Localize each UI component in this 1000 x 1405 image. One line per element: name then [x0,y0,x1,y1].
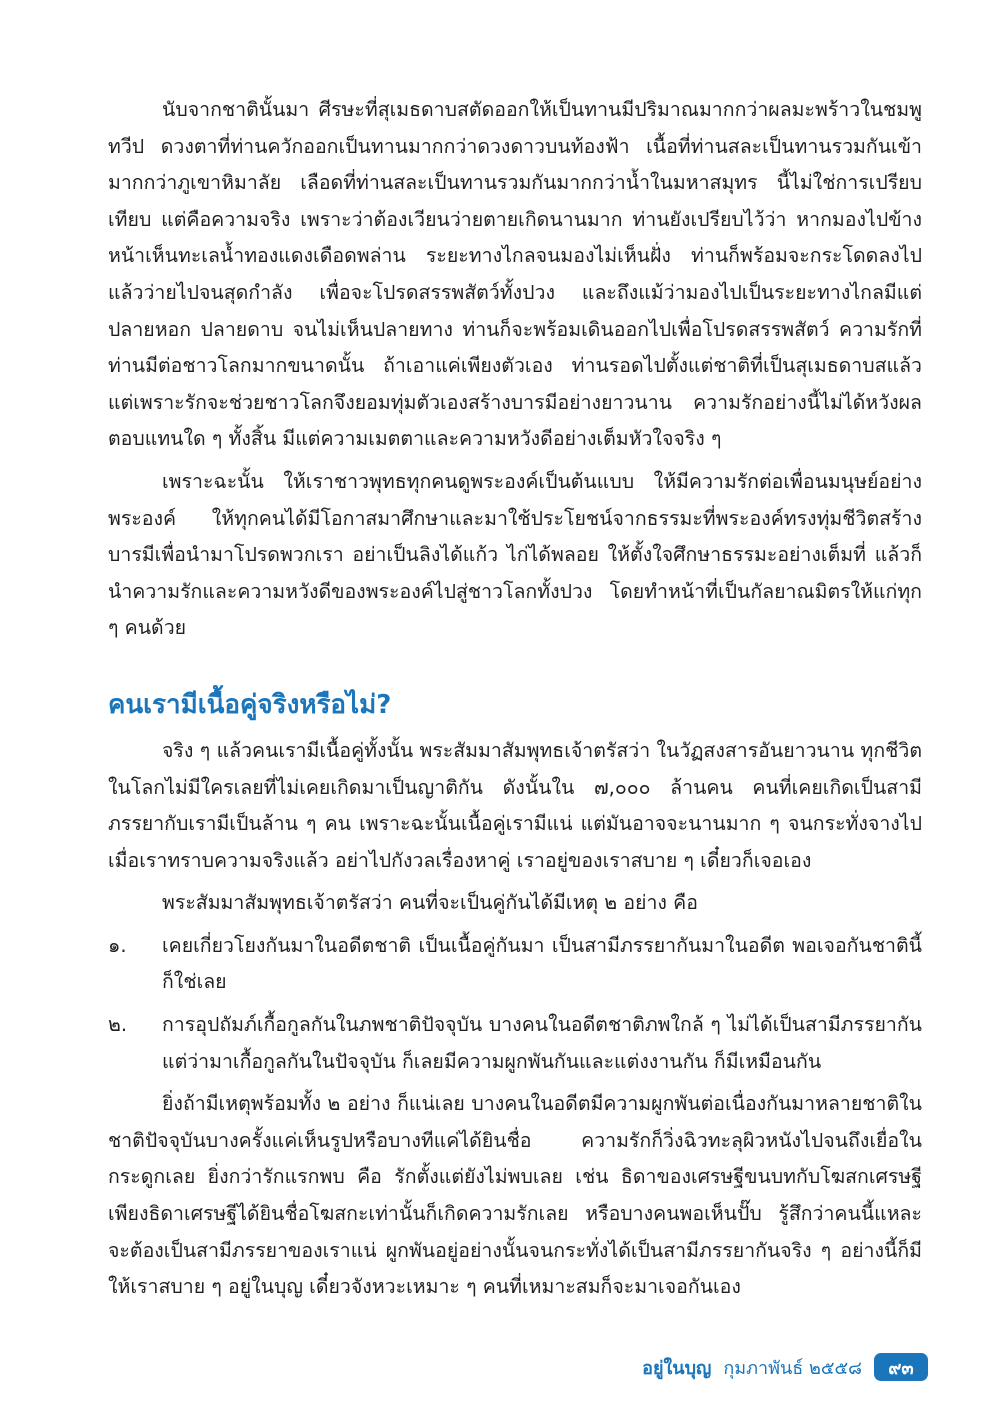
body-paragraph: นับจากชาตินั้นมา ศีรษะที่สุเมธดาบสตัดออกให้เป็นทานมีปริมาณมากกว่าผลมะพร้าวในชมพูทวีป ดวงตาที่ท่านควักออกเป็นทานมากกว่าดวงดาวบนท้องฟ้า เนื้อที่ท่านสละเป็นทานรวมกันเข้ามากกว่าภูเขาหิมาลัย เลือดที่ท่านสละเป็นทานรวมกันมากกว่าน้ำในมหาสมุทร นี้ไม่ใช่การเปรียบเทียบ แต่คือความจริง เพราะว่าต้องเวียนว่ายตายเกิดนานมาก ท่านยังเปรียบไว้ว่า หากมองไปข้างหน้าเห็นทะเลน้ำทองแดงเดือดพล่าน ระยะทางไกลจนมองไม่เห็นฝั่ง ท่านก็พร้อมจะกระโดดลงไป แล้วว่ายไปจนสุดกำลัง เพื่อจะโปรดสรรพสัตว์ทั้งปวง และถึงแม้ว่ามองไปเป็นระยะทางไกลมีแต่ปลายหอก ปลายดาบ จนไม่เห็นปลายทาง ท่านก็จะพร้อมเดินออกไปเพื่อโปรดสรรพสัตว์ ความรักที่ท่านมีต่อชาวโลกมากขนาดนั้น ถ้าเอาแค่เพียงตัวเอง ท่านรอดไปตั้งแต่ชาติที่เป็นสุเมธดาบสแล้ว แต่เพราะรักจะช่วยชาวโลกจึงยอมทุ่มตัวเองสร้างบารมีอย่างยาวนาน ความรักอย่างนี้ไม่ได้หวังผลตอบแทนใด ๆ ทั้งสิ้น มีแต่ความเมตตาและความหวังดีอย่างเต็มหัวใจจริง ๆ [108,98,922,451]
issue-date: กุมภาพันธ์ ๒๕๕๘ [723,1357,862,1379]
page-number: ๙๓ [874,1353,928,1381]
article-body [108,92,922,1306]
body-paragraph: จริง ๆ แล้วคนเรามีเนื้อคู่ทั้งนั้น พระสัมมาสัมพุทธเจ้าตรัสว่า ในวัฏสงสารอันยาวนาน ทุกชีวิตในโลกไม่มีใครเลยที่ไม่เคยเกิดมาเป็นญาติกัน ดังนั้นใน ๗,๐๐๐ ล้านคน คนที่เคยเกิดเป็นสามีภรรยากับเรามีเป็นล้าน ๆ คน เพราะฉะนั้นเนื้อคู่เรามีแน่ แต่มันอาจจะนานมาก ๆ จนกระทั่งจางไป เมื่อเราทราบความจริงแล้ว อย่าไปกังวลเรื่องหาคู่ เราอยู่ของเราสบาย ๆ เดี๋ยวก็เจอเอง [108,738,922,872]
list-number: ๒. [108,1013,128,1037]
section-heading: คนเรามีเนื้อคู่จริงหรือไม่? [108,689,392,720]
page-footer [642,1352,928,1382]
list-text: การอุปถัมภ์เกื้อกูลกันในภพชาติปัจจุบัน บางคนในอดีตชาติภพใกล้ ๆ ไม่ได้เป็นสามีภรรยากัน แต่ว่ามาเกื้อกูลกันในปัจจุบัน ก็เลยมีความผูกพันกันและแต่งงานกัน ก็มีเหมือนกัน [162,1013,922,1073]
list-item [108,928,922,1001]
body-paragraph: เพราะฉะนั้น ให้เราชาวพุทธทุกคนดูพระองค์เป็นต้นแบบ ให้มีความรักต่อเพื่อนมนุษย์อย่างพระองค์ ให้ทุกคนได้มีโอกาสมาศึกษาและมาใช้ประโยชน์จากธรรมะที่พระองค์ทรงทุ่มชีวิตสร้างบารมีเพื่อนำมาโปรดพวกเรา อย่าเป็นลิงได้แก้ว ไก่ได้พลอย ให้ตั้งใจศึกษาธรรมะอย่างเต็มที่ แล้วก็นำความรักและความหวังดีของพระองค์ไปสู่ชาวโลกทั้งปวง โดยทำหน้าที่เป็นกัลยาณมิตรให้แก่ทุก ๆ คนด้วย [108,469,922,640]
body-paragraph: ยิ่งถ้ามีเหตุพร้อมทั้ง ๒ อย่าง ก็แน่เลย บางคนในอดีตมีความผูกพันต่อเนื่องกันมาหลายชาติในชาติปัจจุบันบางครั้งแค่เห็นรูปหรือบางทีแค่ได้ยินชื่อ ความรักก็วิ่งฉิวทะลุผิวหนังไปจนถึงเยื่อในกระดูกเลย ยิ่งกว่ารักแรกพบ คือ รักตั้งแต่ยังไม่พบเลย เช่น ธิดาของเศรษฐีขนบทกับโฆสกเศรษฐีเพียงธิดาเศรษฐีได้ยินชื่อโฆสกะเท่านั้นก็เกิดความรักเลย หรือบางคนพอเห็นปั๊บ รู้สึกว่าคนนี้แหละจะต้องเป็นสามีภรรยาของเราแน่ ผูกพันอยู่อย่างนั้นจนกระทั่งได้เป็นสามีภรรยากันจริง ๆ อย่างนี้ก็มี ให้เราสบาย ๆ อยู่ในบุญ เดี๋ยวจังหวะเหมาะ ๆ คนที่เหมาะสมก็จะมาเจอกันเอง [108,1092,922,1299]
list-item [108,1007,922,1080]
list-text: เคยเกี่ยวโยงกันมาในอดีตชาติ เป็นเนื้อคู่กันมา เป็นสามีภรรยากันมาในอดีต พอเจอกันชาตินี้ก็ใช่เลย [162,933,922,994]
magazine-name: อยู่ในบุญ [642,1357,712,1379]
list-number: ๑. [108,933,127,957]
body-paragraph: พระสัมมาสัมพุทธเจ้าตรัสว่า คนที่จะเป็นคู่กันได้มีเหตุ ๒ อย่าง คือ [162,891,698,915]
